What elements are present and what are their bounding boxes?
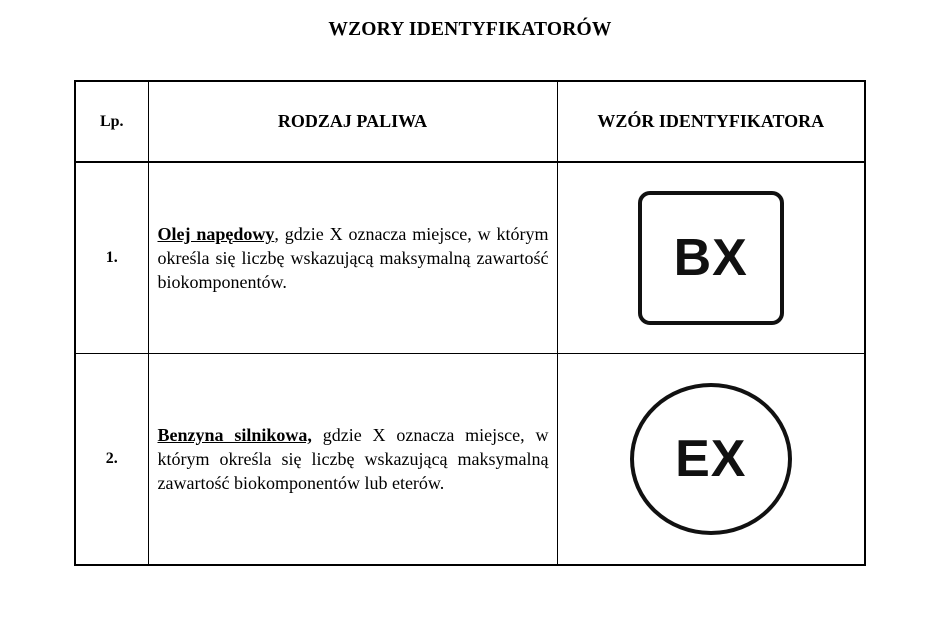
badge-label: BX	[673, 228, 748, 287]
document-title: WZORY IDENTYFIKATORÓW	[328, 19, 612, 40]
row-number: 2.	[75, 354, 148, 566]
fuel-description-text: , gdzie X oznacza miejsce, w którym określa się liczbę wskazującą maksymalną zawartość biokomponentów.	[157, 224, 549, 292]
fuel-name: Benzyna silnikowa,	[157, 425, 312, 445]
ex-identifier-badge	[630, 383, 792, 535]
header-lp: Lp.	[75, 81, 148, 162]
fuel-description-text: gdzie X oznacza miejsce, w którym określa się liczbę wskazującą maksymalną zawartość biokomponentów lub eterów.	[157, 425, 549, 493]
header-fuel-type: RODZAJ PALIWA	[148, 81, 557, 162]
badge-label: EX	[675, 429, 747, 488]
fuel-description	[148, 354, 557, 566]
table-row	[75, 354, 865, 566]
bx-identifier-badge	[638, 191, 784, 325]
identifier-pattern-cell	[557, 354, 865, 566]
fuel-description	[148, 162, 557, 354]
identifier-pattern-cell	[557, 162, 865, 354]
header-identifier-pattern: WZÓR IDENTYFIKATORA	[557, 81, 865, 162]
table-row	[75, 162, 865, 354]
table-header-row	[75, 81, 865, 162]
row-number: 1.	[75, 162, 148, 354]
identifiers-table	[74, 80, 866, 566]
fuel-name: Olej napędowy	[157, 224, 275, 244]
